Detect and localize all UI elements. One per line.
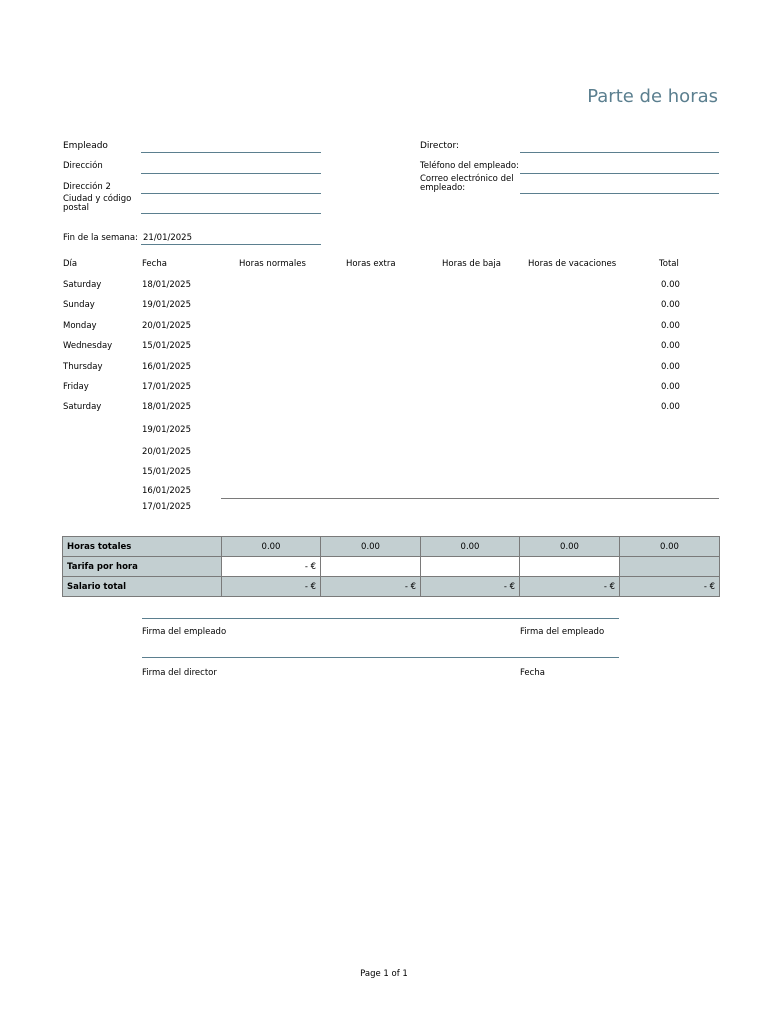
total-hours-overtime: 0.00 (321, 537, 421, 557)
total-hours-row (63, 537, 720, 557)
extra-date: 16/01/2025 (142, 486, 191, 496)
table-bottom-divider (221, 498, 719, 499)
row-day: Wednesday (63, 341, 113, 351)
city-label-line2: postal (63, 203, 89, 213)
city-field[interactable] (141, 213, 321, 214)
employee-signature-date-label: Firma del empleado (520, 627, 605, 637)
row-date: 18/01/2025 (142, 402, 191, 412)
salary-overtime: - € (321, 577, 421, 597)
header-normal-hours: Horas normales (239, 259, 306, 269)
page-title: Parte de horas (587, 86, 718, 107)
rate-total-cell (620, 557, 720, 577)
week-end-label: Fin de la semana: (63, 233, 138, 243)
row-date: 18/01/2025 (142, 280, 191, 290)
director-date-label: Fecha (520, 668, 545, 678)
employee-signature-line[interactable] (142, 618, 619, 619)
row-total: 0.00 (661, 362, 680, 372)
address-field[interactable] (141, 173, 321, 174)
row-day: Saturday (63, 402, 102, 412)
director-signature-label: Firma del director (142, 668, 217, 678)
row-day: Friday (63, 382, 89, 392)
row-total: 0.00 (661, 321, 680, 331)
email-field[interactable] (520, 193, 719, 194)
header-sick-hours: Horas de baja (442, 259, 501, 269)
row-date: 16/01/2025 (142, 362, 191, 372)
row-day: Sunday (63, 300, 95, 310)
employee-signature-label: Firma del empleado (142, 627, 227, 637)
row-total: 0.00 (661, 300, 680, 310)
header-day: Día (63, 259, 78, 269)
extra-date: 19/01/2025 (142, 425, 191, 435)
salary-total: - € (620, 577, 720, 597)
row-day: Monday (63, 321, 97, 331)
email-label-line2: empleado: (420, 183, 466, 193)
row-date: 15/01/2025 (142, 341, 191, 351)
row-date: 19/01/2025 (142, 300, 191, 310)
address2-field[interactable] (141, 193, 321, 194)
row-day: Thursday (63, 362, 103, 372)
week-end-field[interactable] (141, 244, 321, 245)
address-label: Dirección (63, 161, 103, 171)
total-hours-total: 0.00 (620, 537, 720, 557)
row-total: 0.00 (661, 382, 680, 392)
extra-date: 20/01/2025 (142, 447, 191, 457)
row-date: 20/01/2025 (142, 321, 191, 331)
row-total: 0.00 (661, 280, 680, 290)
address2-label: Dirección 2 (63, 182, 111, 192)
header-total: Total (659, 259, 679, 269)
total-hours-label: Horas totales (63, 537, 222, 557)
rate-row (63, 557, 720, 577)
rate-vacation-input[interactable] (520, 557, 620, 577)
salary-row (63, 577, 720, 597)
phone-label: Teléfono del empleado: (420, 161, 519, 171)
header-date: Fecha (142, 259, 167, 269)
phone-field[interactable] (520, 173, 719, 174)
director-label: Director: (420, 141, 460, 151)
employee-field[interactable] (141, 152, 321, 153)
rate-overtime-input[interactable] (321, 557, 421, 577)
email-label-line1: Correo electrónico del (420, 174, 514, 184)
salary-normal: - € (222, 577, 321, 597)
salary-sick: - € (421, 577, 520, 597)
city-label-line1: Ciudad y código (63, 194, 132, 204)
total-hours-vacation: 0.00 (520, 537, 620, 557)
total-hours-normal: 0.00 (222, 537, 321, 557)
row-total: 0.00 (661, 402, 680, 412)
extra-date: 15/01/2025 (142, 467, 191, 477)
row-day: Saturday (63, 280, 102, 290)
salary-label: Salario total (63, 577, 222, 597)
page-footer: Page 1 of 1 (360, 969, 408, 979)
extra-date: 17/01/2025 (142, 502, 191, 512)
rate-sick-input[interactable] (421, 557, 520, 577)
summary-table (62, 536, 720, 597)
director-field[interactable] (520, 152, 719, 153)
rate-normal-input[interactable]: - € (222, 557, 321, 577)
week-end-value: 21/01/2025 (143, 233, 192, 243)
row-date: 17/01/2025 (142, 382, 191, 392)
salary-vacation: - € (520, 577, 620, 597)
rate-label: Tarifa por hora (63, 557, 222, 577)
header-overtime: Horas extra (346, 259, 396, 269)
employee-label: Empleado (63, 141, 108, 151)
row-total: 0.00 (661, 341, 680, 351)
director-signature-line[interactable] (142, 657, 619, 658)
header-vacation-hours: Horas de vacaciones (528, 259, 617, 269)
total-hours-sick: 0.00 (421, 537, 520, 557)
